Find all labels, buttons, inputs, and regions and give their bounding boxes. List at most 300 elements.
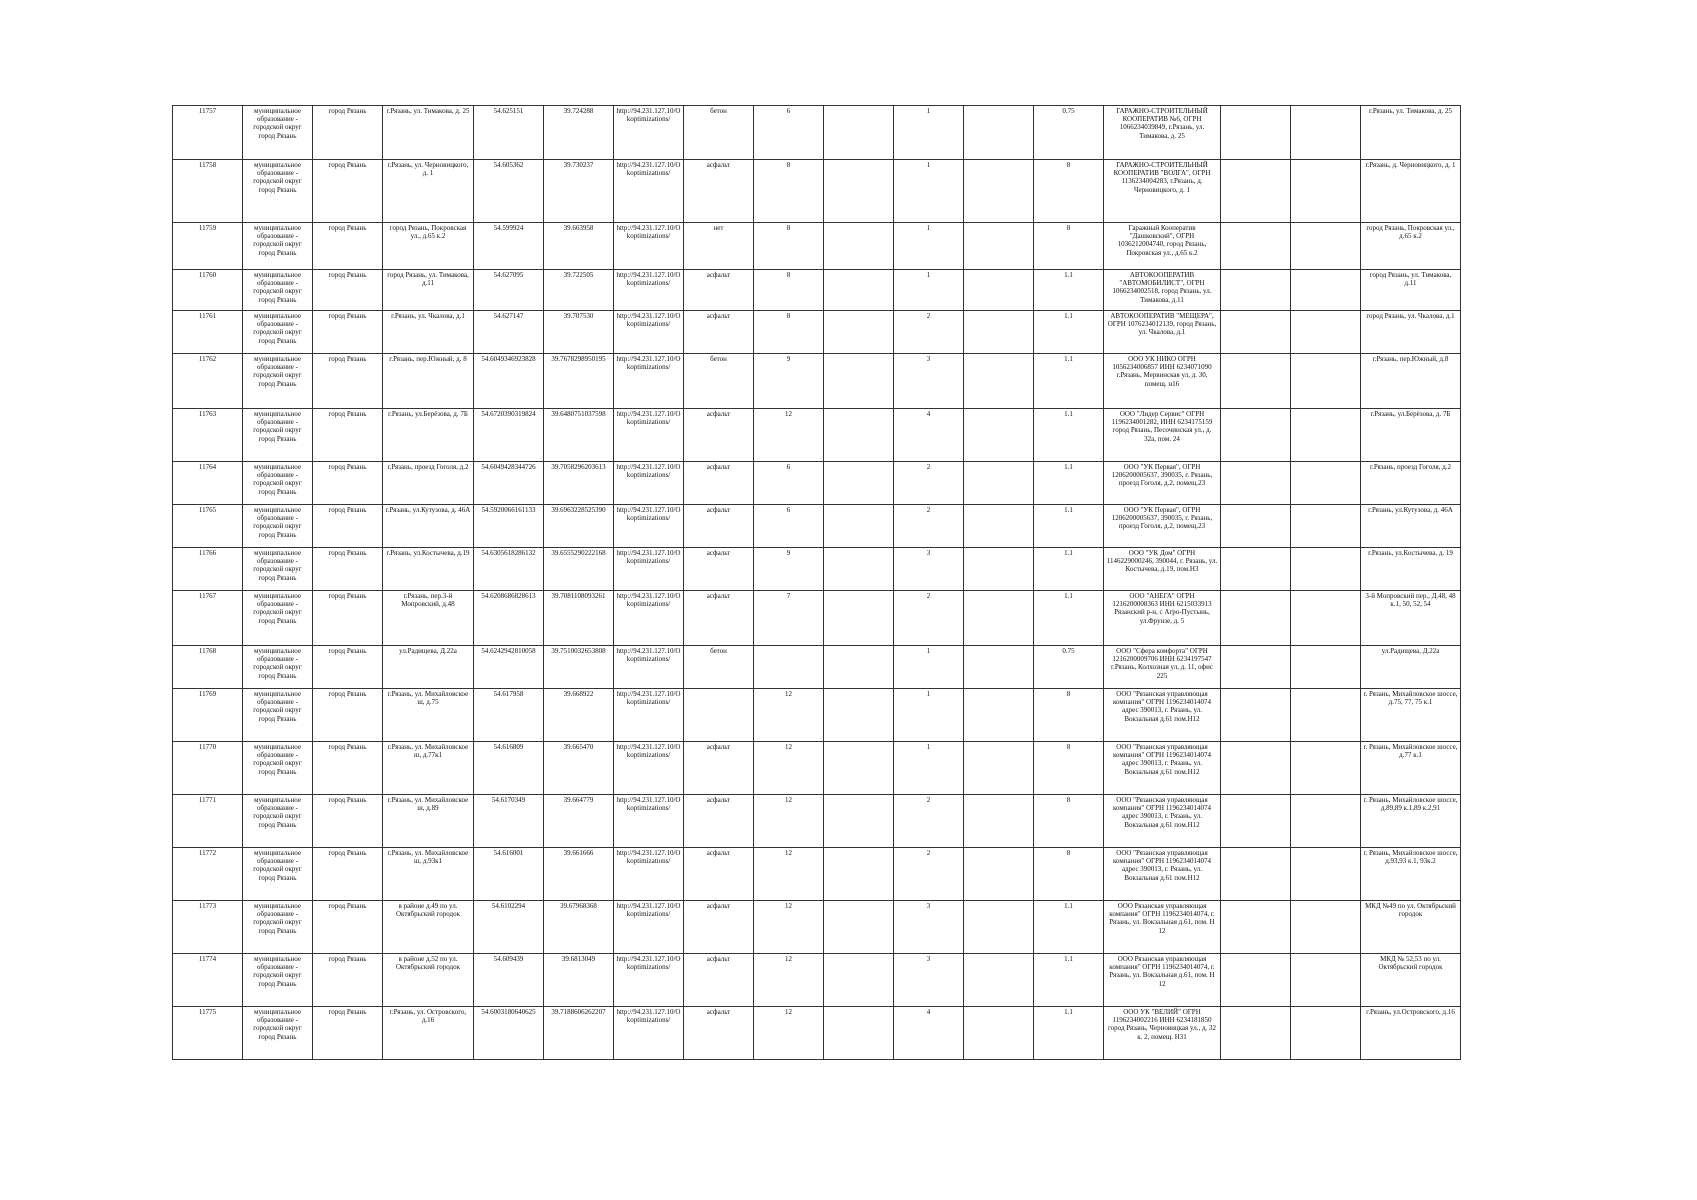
- owner-cell: ООО "АНЕГА" ОГРН 1216200008363 ИНН 6215033913 Рязанский р-н, с Агро-Пустынь, ул.Фрунзе, д. 5: [1104, 591, 1221, 646]
- waste-source-cell: г. Рязань, Михайловское шоссе, д.77 к.1: [1361, 742, 1461, 795]
- waste-source-cell: город Рязань, ул. Чкалова, д.1: [1361, 311, 1461, 354]
- longitude-cell: 39.7058296203613: [544, 462, 614, 505]
- table-row: [173, 901, 1461, 954]
- area-cell: 6: [754, 505, 824, 548]
- empty-cell: [1291, 1007, 1361, 1060]
- municipality-cell: муниципальное образование - городской округ город Рязань: [243, 646, 313, 689]
- map-link-cell[interactable]: http://94.231.127.10/Okoptimizations/: [614, 1007, 684, 1060]
- container-count-cell: 3: [894, 901, 964, 954]
- record-id-cell: 11772: [173, 848, 243, 901]
- municipality-cell: муниципальное образование - городской округ город Рязань: [243, 106, 313, 160]
- empty-cell: [1221, 1007, 1291, 1060]
- latitude-cell: 54.609439: [474, 954, 544, 1007]
- container-count-cell: 1: [894, 689, 964, 742]
- table-row: [173, 848, 1461, 901]
- container-count-cell: 2: [894, 795, 964, 848]
- owner-cell: АВТОКООПЕРАТИВ "МЕЩЕРА", ОГРН 1076234012139, город Рязань, ул. Чкалова, д.1: [1104, 311, 1221, 354]
- empty-cell: [1221, 848, 1291, 901]
- waste-source-cell: МКД № 52,53 по ул. Октябрьский городок: [1361, 954, 1461, 1007]
- longitude-cell: 39.7678298950195: [544, 354, 614, 409]
- address-cell: город Рязань, ул. Тимакова, д.11: [383, 270, 474, 311]
- map-link-cell[interactable]: http://94.231.127.10/Okoptimizations/: [614, 106, 684, 160]
- empty-cell: [824, 646, 894, 689]
- area-cell: 8: [754, 311, 824, 354]
- container-count-cell: 1: [894, 160, 964, 223]
- table-row: [173, 160, 1461, 223]
- area-cell: 12: [754, 742, 824, 795]
- map-link-cell[interactable]: http://94.231.127.10/Okoptimizations/: [614, 311, 684, 354]
- record-id-cell: 11774: [173, 954, 243, 1007]
- area-cell: 12: [754, 689, 824, 742]
- surface-cell: асфальт: [684, 954, 754, 1007]
- address-cell: г.Рязань, ул. Чкалова, д.1: [383, 311, 474, 354]
- empty-cell: [1291, 689, 1361, 742]
- owner-cell: ООО "Лидер Сервис" ОГРН 1196234001282, ИНН 6234175159 город Рязань, Песочинская ул., д. 32а, пом. 24: [1104, 409, 1221, 462]
- container-volume-cell: 8: [1034, 848, 1104, 901]
- area-cell: 9: [754, 354, 824, 409]
- area-cell: 8: [754, 270, 824, 311]
- empty-cell: [964, 160, 1034, 223]
- waste-source-cell: г.Рязань, ул. Тимакова, д. 25: [1361, 106, 1461, 160]
- surface-cell: асфальт: [684, 270, 754, 311]
- empty-cell: [964, 270, 1034, 311]
- locality-cell: город Рязань: [313, 646, 383, 689]
- empty-cell: [1221, 106, 1291, 160]
- empty-cell: [1221, 901, 1291, 954]
- container-volume-cell: 1.1: [1034, 1007, 1104, 1060]
- empty-cell: [824, 462, 894, 505]
- container-count-cell: 2: [894, 462, 964, 505]
- table-row: [173, 462, 1461, 505]
- municipality-cell: муниципальное образование - городской округ город Рязань: [243, 591, 313, 646]
- address-cell: г.Рязань, ул. Михайловское ш, д.77к1: [383, 742, 474, 795]
- record-id-cell: 11764: [173, 462, 243, 505]
- locality-cell: город Рязань: [313, 548, 383, 591]
- locality-cell: город Рязань: [313, 409, 383, 462]
- empty-cell: [1221, 954, 1291, 1007]
- longitude-cell: 39.6480751037598: [544, 409, 614, 462]
- municipality-cell: муниципальное образование - городской округ город Рязань: [243, 223, 313, 270]
- longitude-cell: 39.7510032653808: [544, 646, 614, 689]
- address-cell: г.Рязань, ул.Костычева, д.19: [383, 548, 474, 591]
- map-link-cell[interactable]: http://94.231.127.10/Okoptimizations/: [614, 795, 684, 848]
- empty-cell: [824, 591, 894, 646]
- longitude-cell: 39.6555290222168: [544, 548, 614, 591]
- empty-cell: [1291, 409, 1361, 462]
- empty-cell: [824, 223, 894, 270]
- empty-cell: [824, 106, 894, 160]
- empty-cell: [824, 1007, 894, 1060]
- empty-cell: [1221, 742, 1291, 795]
- municipality-cell: муниципальное образование - городской округ город Рязань: [243, 409, 313, 462]
- locality-cell: город Рязань: [313, 795, 383, 848]
- map-link-cell[interactable]: http://94.231.127.10/Okoptimizations/: [614, 848, 684, 901]
- longitude-cell: 39.707530: [544, 311, 614, 354]
- owner-cell: ООО Рязанская управляющая компания" ОГРН 1196234014074, г. Рязань, ул. Вокзальная д.61, пом. Н 12: [1104, 954, 1221, 1007]
- empty-cell: [824, 954, 894, 1007]
- empty-cell: [824, 742, 894, 795]
- address-cell: г.Рязань, ул. Михайловское ш, д.93к1: [383, 848, 474, 901]
- owner-cell: ООО УК НИКО ОГРН 1056234006857 ИНН 6234071090 г.Рязань, Мервинская ул, д. 30, помещ. н16: [1104, 354, 1221, 409]
- map-link-cell[interactable]: http://94.231.127.10/Okoptimizations/: [614, 954, 684, 1007]
- record-id-cell: 11758: [173, 160, 243, 223]
- empty-cell: [964, 505, 1034, 548]
- empty-cell: [1291, 591, 1361, 646]
- map-link-cell[interactable]: http://94.231.127.10/Okoptimizations/: [614, 901, 684, 954]
- municipality-cell: муниципальное образование - городской округ город Рязань: [243, 795, 313, 848]
- surface-cell: асфальт: [684, 742, 754, 795]
- container-count-cell: 1: [894, 646, 964, 689]
- container-volume-cell: 1.1: [1034, 462, 1104, 505]
- map-link-cell[interactable]: http://94.231.127.10/Okoptimizations/: [614, 548, 684, 591]
- address-cell: г.Рязань, ул. Тимакова, д. 25: [383, 106, 474, 160]
- municipality-cell: муниципальное образование - городской округ город Рязань: [243, 689, 313, 742]
- empty-cell: [1221, 354, 1291, 409]
- municipality-cell: муниципальное образование - городской округ город Рязань: [243, 1007, 313, 1060]
- empty-cell: [1221, 160, 1291, 223]
- address-cell: в районе д.49 по ул. Октябрьский городок: [383, 901, 474, 954]
- surface-cell: бетон: [684, 106, 754, 160]
- locality-cell: город Рязань: [313, 462, 383, 505]
- locality-cell: город Рязань: [313, 505, 383, 548]
- area-cell: 8: [754, 160, 824, 223]
- owner-cell: ГАРАЖНО-СТРОИТЕЛЬНЫЙ КООПЕРАТИВ №6, ОГРН 1066234039849, г.Рязань, ул. Тимакова, д. 25: [1104, 106, 1221, 160]
- surface-cell: асфальт: [684, 795, 754, 848]
- locality-cell: город Рязань: [313, 106, 383, 160]
- record-id-cell: 11757: [173, 106, 243, 160]
- owner-cell: ООО "УК Дом" ОГРН 1146229000246, 390044, г. Рязань, ул. Костычева, д.19, пом.Н3: [1104, 548, 1221, 591]
- record-id-cell: 11763: [173, 409, 243, 462]
- record-id-cell: 11759: [173, 223, 243, 270]
- locality-cell: город Рязань: [313, 954, 383, 1007]
- waste-source-cell: г.Рязань, пер.Южный, д.8: [1361, 354, 1461, 409]
- locality-cell: город Рязань: [313, 591, 383, 646]
- empty-cell: [1291, 742, 1361, 795]
- locality-cell: город Рязань: [313, 901, 383, 954]
- record-id-cell: 11775: [173, 1007, 243, 1060]
- empty-cell: [1221, 689, 1291, 742]
- surface-cell: асфальт: [684, 160, 754, 223]
- address-cell: в районе д.52 по ул. Октябрьский городок: [383, 954, 474, 1007]
- empty-cell: [1291, 795, 1361, 848]
- empty-cell: [964, 689, 1034, 742]
- longitude-cell: 39.663958: [544, 223, 614, 270]
- empty-cell: [1291, 270, 1361, 311]
- latitude-cell: 54.6208686828613: [474, 591, 544, 646]
- empty-cell: [964, 354, 1034, 409]
- surface-cell: [684, 689, 754, 742]
- registry-table: [172, 105, 1461, 1060]
- map-link-cell[interactable]: http://94.231.127.10/Okoptimizations/: [614, 160, 684, 223]
- address-cell: г.Рязань, ул. Островского, д.16: [383, 1007, 474, 1060]
- table-row: [173, 311, 1461, 354]
- empty-cell: [964, 591, 1034, 646]
- container-volume-cell: 1.1: [1034, 270, 1104, 311]
- owner-cell: ООО "Рязанская управляющая компания" ОГРН 1196234014074 адрес 390013, г. Рязань, ул. Вокзальная д.61 пом.Н12: [1104, 848, 1221, 901]
- container-count-cell: 3: [894, 954, 964, 1007]
- address-cell: город Рязань, Покровская ул., д.65 к.2: [383, 223, 474, 270]
- empty-cell: [1291, 848, 1361, 901]
- surface-cell: асфальт: [684, 591, 754, 646]
- empty-cell: [964, 311, 1034, 354]
- surface-cell: асфальт: [684, 901, 754, 954]
- record-id-cell: 11767: [173, 591, 243, 646]
- empty-cell: [1291, 160, 1361, 223]
- latitude-cell: 54.6102294: [474, 901, 544, 954]
- empty-cell: [964, 548, 1034, 591]
- municipality-cell: муниципальное образование - городской округ город Рязань: [243, 160, 313, 223]
- longitude-cell: 39.6963228525390: [544, 505, 614, 548]
- map-link-cell[interactable]: http://94.231.127.10/Okoptimizations/: [614, 223, 684, 270]
- surface-cell: асфальт: [684, 548, 754, 591]
- map-link-cell[interactable]: http://94.231.127.10/Okoptimizations/: [614, 354, 684, 409]
- locality-cell: город Рязань: [313, 1007, 383, 1060]
- latitude-cell: 54.6003180640625: [474, 1007, 544, 1060]
- empty-cell: [824, 505, 894, 548]
- container-volume-cell: 1.1: [1034, 409, 1104, 462]
- container-volume-cell: 0.75: [1034, 106, 1104, 160]
- owner-cell: ООО "Сфера комфорта" ОГРН 1216200009706 ИНН 6234197547 г.Рязань, Колхозная ул, д. 11, офис 225: [1104, 646, 1221, 689]
- container-count-cell: 1: [894, 106, 964, 160]
- longitude-cell: 39.7188606262207: [544, 1007, 614, 1060]
- record-id-cell: 11760: [173, 270, 243, 311]
- container-volume-cell: 8: [1034, 795, 1104, 848]
- latitude-cell: 54.616001: [474, 848, 544, 901]
- container-volume-cell: 8: [1034, 742, 1104, 795]
- map-link-cell[interactable]: http://94.231.127.10/Okoptimizations/: [614, 646, 684, 689]
- owner-cell: ООО УК "ВЕЛИЙ" ОГРН 1196234002216 ИНН 6234181850 город Рязань, Черновицкая ул., д. 32 к. 2, помещ. Н31: [1104, 1007, 1221, 1060]
- area-cell: 12: [754, 1007, 824, 1060]
- empty-cell: [1221, 462, 1291, 505]
- container-count-cell: 1: [894, 223, 964, 270]
- empty-cell: [964, 106, 1034, 160]
- record-id-cell: 11769: [173, 689, 243, 742]
- empty-cell: [1221, 795, 1291, 848]
- container-volume-cell: 1.1: [1034, 548, 1104, 591]
- table-row: [173, 505, 1461, 548]
- latitude-cell: 54.6170349: [474, 795, 544, 848]
- latitude-cell: 54.605362: [474, 160, 544, 223]
- area-cell: 12: [754, 848, 824, 901]
- locality-cell: город Рязань: [313, 848, 383, 901]
- container-count-cell: 2: [894, 848, 964, 901]
- map-link-cell[interactable]: http://94.231.127.10/Okoptimizations/: [614, 505, 684, 548]
- municipality-cell: муниципальное образование - городской округ город Рязань: [243, 505, 313, 548]
- empty-cell: [964, 646, 1034, 689]
- municipality-cell: муниципальное образование - городской округ город Рязань: [243, 354, 313, 409]
- waste-source-cell: г.Рязань, ул.Кутузова, д. 46А: [1361, 505, 1461, 548]
- owner-cell: ООО "Рязанская управляющая компания" ОГРН 1196234014074 адрес 390013, г. Рязань, ул. Вокзальная д.61 пом.Н12: [1104, 689, 1221, 742]
- address-cell: г.Рязань, ул.Берёзова, д. 7Б: [383, 409, 474, 462]
- locality-cell: город Рязань: [313, 160, 383, 223]
- latitude-cell: 54.599924: [474, 223, 544, 270]
- locality-cell: город Рязань: [313, 742, 383, 795]
- waste-source-cell: г. Рязань, Михайловское шоссе, д.89,89 к.1,89 к.2,91: [1361, 795, 1461, 848]
- longitude-cell: 39.668922: [544, 689, 614, 742]
- empty-cell: [824, 354, 894, 409]
- container-count-cell: 2: [894, 505, 964, 548]
- waste-source-cell: город Рязань, Покровская ул., д.65 к.2: [1361, 223, 1461, 270]
- surface-cell: бетон: [684, 354, 754, 409]
- owner-cell: ООО "Рязанская управляющая компания" ОГРН 1196234014074 адрес 390013, г. Рязань, ул. Вокзальная д.61 пом.Н12: [1104, 742, 1221, 795]
- container-volume-cell: 1.1: [1034, 954, 1104, 1007]
- empty-cell: [824, 848, 894, 901]
- municipality-cell: муниципальное образование - городской округ город Рязань: [243, 848, 313, 901]
- latitude-cell: 54.6305618286132: [474, 548, 544, 591]
- map-link-cell[interactable]: http://94.231.127.10/Okoptimizations/: [614, 591, 684, 646]
- locality-cell: город Рязань: [313, 223, 383, 270]
- empty-cell: [964, 795, 1034, 848]
- longitude-cell: 39.730237: [544, 160, 614, 223]
- container-count-cell: 4: [894, 1007, 964, 1060]
- area-cell: 12: [754, 409, 824, 462]
- municipality-cell: муниципальное образование - городской округ город Рязань: [243, 462, 313, 505]
- empty-cell: [964, 223, 1034, 270]
- area-cell: 12: [754, 901, 824, 954]
- empty-cell: [824, 160, 894, 223]
- owner-cell: ООО "УК Первая", ОГРН 1206200005637, 390035, г. Рязань, проезд Гоголя, д.2, помещ.23: [1104, 505, 1221, 548]
- container-count-cell: 1: [894, 742, 964, 795]
- waste-source-cell: г.Рязань, проезд Гоголя, д.2: [1361, 462, 1461, 505]
- surface-cell: бетон: [684, 646, 754, 689]
- empty-cell: [1221, 646, 1291, 689]
- empty-cell: [1291, 311, 1361, 354]
- container-count-cell: 2: [894, 591, 964, 646]
- empty-cell: [1291, 548, 1361, 591]
- record-id-cell: 11768: [173, 646, 243, 689]
- longitude-cell: 39.722505: [544, 270, 614, 311]
- surface-cell: нет: [684, 223, 754, 270]
- locality-cell: город Рязань: [313, 354, 383, 409]
- latitude-cell: 54.617958: [474, 689, 544, 742]
- latitude-cell: 54.616809: [474, 742, 544, 795]
- empty-cell: [824, 548, 894, 591]
- address-cell: г.Рязань, ул.Кутузова, д. 46А: [383, 505, 474, 548]
- map-link-cell[interactable]: http://94.231.127.10/Okoptimizations/: [614, 742, 684, 795]
- container-volume-cell: 1.1: [1034, 311, 1104, 354]
- empty-cell: [1221, 270, 1291, 311]
- owner-cell: Гаражный Кооператив "Дашковский", ОГРН 1036212004740, город Рязань, Покровская ул., д.65 к.2: [1104, 223, 1221, 270]
- table-row: [173, 409, 1461, 462]
- container-volume-cell: 1.1: [1034, 354, 1104, 409]
- table-row: [173, 106, 1461, 160]
- waste-source-cell: ул.Радищева, Д.22а: [1361, 646, 1461, 689]
- surface-cell: асфальт: [684, 462, 754, 505]
- longitude-cell: 39.67968368: [544, 901, 614, 954]
- municipality-cell: муниципальное образование - городской округ город Рязань: [243, 742, 313, 795]
- table-row: [173, 354, 1461, 409]
- container-volume-cell: 8: [1034, 689, 1104, 742]
- surface-cell: асфальт: [684, 311, 754, 354]
- locality-cell: город Рязань: [313, 270, 383, 311]
- latitude-cell: 54.6049428344726: [474, 462, 544, 505]
- record-id-cell: 11771: [173, 795, 243, 848]
- municipality-cell: муниципальное образование - городской округ город Рязань: [243, 954, 313, 1007]
- empty-cell: [824, 795, 894, 848]
- empty-cell: [964, 901, 1034, 954]
- container-volume-cell: 1.1: [1034, 505, 1104, 548]
- waste-source-cell: г.Рязань, ул.Костычева, д. 19: [1361, 548, 1461, 591]
- record-id-cell: 11762: [173, 354, 243, 409]
- address-cell: г.Рязань, ул. Михайловское ш, д.75: [383, 689, 474, 742]
- empty-cell: [964, 848, 1034, 901]
- empty-cell: [1291, 901, 1361, 954]
- longitude-cell: 39.661666: [544, 848, 614, 901]
- empty-cell: [824, 689, 894, 742]
- table-row: [173, 223, 1461, 270]
- owner-cell: ООО "УК Первая", ОГРН 1206200005637, 390035, г. Рязань, проезд Гоголя, д.2, помещ.23: [1104, 462, 1221, 505]
- table-row: [173, 646, 1461, 689]
- latitude-cell: 54.625151: [474, 106, 544, 160]
- address-cell: г.Рязань, ул. Черновицкого, д. 1: [383, 160, 474, 223]
- table-row: [173, 954, 1461, 1007]
- owner-cell: АВТОКООПЕРАТИВ "АВТОМОБИЛИСТ", ОГРН 1066234002518, город Рязань, ул. Тимакова, д.11: [1104, 270, 1221, 311]
- table-row: [173, 795, 1461, 848]
- empty-cell: [1221, 548, 1291, 591]
- longitude-cell: 39.6813049: [544, 954, 614, 1007]
- waste-source-cell: г.Рязань, ул.Берёзова, д. 7Б: [1361, 409, 1461, 462]
- empty-cell: [1291, 646, 1361, 689]
- empty-cell: [964, 954, 1034, 1007]
- empty-cell: [824, 901, 894, 954]
- address-cell: г.Рязань, ул. Михайловское ш, д.89: [383, 795, 474, 848]
- map-link-cell[interactable]: http://94.231.127.10/Okoptimizations/: [614, 409, 684, 462]
- area-cell: 8: [754, 223, 824, 270]
- table-row: [173, 689, 1461, 742]
- waste-source-cell: г.Рязань, д. Черновицкого, д. 1: [1361, 160, 1461, 223]
- surface-cell: асфальт: [684, 1007, 754, 1060]
- empty-cell: [1291, 223, 1361, 270]
- empty-cell: [1221, 505, 1291, 548]
- longitude-cell: 39.664779: [544, 795, 614, 848]
- map-link-cell[interactable]: http://94.231.127.10/Okoptimizations/: [614, 270, 684, 311]
- waste-source-cell: МКД №49 по ул. Октябрьский городок: [1361, 901, 1461, 954]
- empty-cell: [824, 409, 894, 462]
- waste-source-cell: г. Рязань, Михайловское шоссе, д.75, 77, 75 к.1: [1361, 689, 1461, 742]
- surface-cell: асфальт: [684, 505, 754, 548]
- latitude-cell: 54.5920066161133: [474, 505, 544, 548]
- address-cell: ул.Радищева, Д.22а: [383, 646, 474, 689]
- container-count-cell: 3: [894, 548, 964, 591]
- map-link-cell[interactable]: http://94.231.127.10/Okoptimizations/: [614, 462, 684, 505]
- surface-cell: асфальт: [684, 409, 754, 462]
- owner-cell: ООО "Рязанская управляющая компания" ОГРН 1196234014074 адрес 390013, г. Рязань, ул. Вокзальная д.61 пом.Н12: [1104, 795, 1221, 848]
- latitude-cell: 54.6242942810058: [474, 646, 544, 689]
- area-cell: 6: [754, 106, 824, 160]
- table-row: [173, 591, 1461, 646]
- table-row: [173, 548, 1461, 591]
- container-count-cell: 1: [894, 270, 964, 311]
- container-volume-cell: 1.1: [1034, 901, 1104, 954]
- table-row: [173, 270, 1461, 311]
- area-cell: 6: [754, 462, 824, 505]
- map-link-cell[interactable]: http://94.231.127.10/Okoptimizations/: [614, 689, 684, 742]
- record-id-cell: 11773: [173, 901, 243, 954]
- empty-cell: [1291, 505, 1361, 548]
- empty-cell: [824, 270, 894, 311]
- latitude-cell: 54.627095: [474, 270, 544, 311]
- empty-cell: [1221, 311, 1291, 354]
- container-volume-cell: 8: [1034, 223, 1104, 270]
- empty-cell: [964, 409, 1034, 462]
- latitude-cell: 54.6720390319824: [474, 409, 544, 462]
- area-cell: 12: [754, 795, 824, 848]
- empty-cell: [824, 311, 894, 354]
- address-cell: г.Рязань, пер.3-й Мопровский, д.48: [383, 591, 474, 646]
- empty-cell: [1291, 954, 1361, 1007]
- longitude-cell: 39.7081108093261: [544, 591, 614, 646]
- empty-cell: [964, 462, 1034, 505]
